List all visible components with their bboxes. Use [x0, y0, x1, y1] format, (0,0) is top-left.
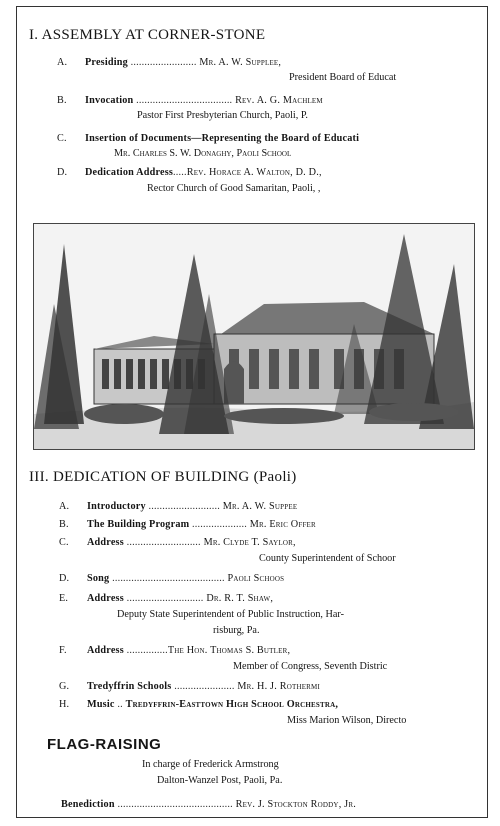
item-name: Mr. Eric Offer: [249, 519, 316, 530]
item-name: Mr. H. J. Rothermi: [237, 681, 321, 692]
leader-dots: .........................................: [109, 573, 225, 584]
item-label: Invocation: [85, 95, 134, 106]
school-building-engraving: [34, 224, 474, 449]
item-name: Rev. Horace A. Walton, D. D.,: [186, 167, 322, 178]
leader-dots: ........................: [127, 57, 197, 68]
flag-raising-post: Dalton-Wanzel Post, Paoli, Pa.: [157, 775, 283, 786]
list-item: [57, 95, 323, 106]
leader-dots: ..........................................: [114, 799, 233, 810]
item-subtitle: Rector Church of Good Samaritan, Paoli, ,: [147, 183, 321, 194]
item-name: Tredyffrin-Easttown High School Orchestra,: [125, 699, 339, 710]
item-label: Dedication Address: [85, 167, 174, 178]
item-label: Address: [87, 645, 124, 656]
item-key: E.: [59, 593, 69, 604]
list-item: [59, 681, 320, 692]
benediction-name: Rev. J. Stockton Roddy, Jr.: [235, 799, 356, 810]
item-label: Song: [87, 573, 110, 584]
flag-raising-title: FLAG-RAISING: [47, 736, 162, 753]
item-name: Mr. A. W. Suppee: [222, 501, 298, 512]
item-key: F.: [59, 645, 67, 656]
item-name: Rev. A. G. Machlem: [235, 95, 323, 106]
item-subtitle: President Board of Educat: [289, 72, 397, 83]
item-label: Address: [87, 593, 124, 604]
item-label: Presiding: [85, 57, 128, 68]
item-key: C.: [59, 537, 69, 548]
item-subtitle: Miss Marion Wilson, Directo: [287, 715, 407, 726]
item-label: Insertion of Documents—Representing the Board of Educati: [85, 133, 360, 144]
leader-dots: .....: [173, 167, 187, 178]
list-item: [57, 167, 322, 178]
list-item: [59, 645, 290, 656]
item-label: The Building Program: [87, 519, 190, 530]
list-item: [59, 699, 338, 710]
item-label: Address: [87, 537, 124, 548]
item-key: H.: [59, 699, 70, 710]
list-item: [59, 537, 296, 548]
item-key: D.: [57, 167, 68, 178]
list-item: [57, 133, 359, 144]
program-border: [16, 6, 488, 818]
list-item: [59, 573, 284, 584]
list-item: [57, 57, 281, 68]
flag-raising-charge: In charge of Frederick Armstrong: [142, 759, 279, 770]
school-building-illustration: [33, 223, 475, 450]
item-key: G.: [59, 681, 70, 692]
section-title-dedication: III. DEDICATION OF BUILDING (Paoli): [29, 469, 297, 485]
item-subtitle: Pastor First Presbyterian Church, Paoli, P.: [137, 110, 308, 121]
section-title-assembly: I. ASSEMBLY AT CORNER-STONE: [29, 27, 266, 43]
leader-dots: ...........................: [123, 537, 201, 548]
item-name: Mr. A. W. Supplee,: [199, 57, 282, 68]
item-subtitle-continued: risburg, Pa.: [213, 625, 260, 636]
item-key: A.: [59, 501, 70, 512]
leader-dots: ...............: [123, 645, 168, 656]
list-item: [59, 593, 273, 604]
item-key: D.: [59, 573, 70, 584]
item-name: Mr. Clyde T. Saylor,: [203, 537, 296, 548]
leader-dots: ....................: [189, 519, 247, 530]
list-item: [59, 501, 297, 512]
item-name: Paoli Schoos: [227, 573, 285, 584]
item-label: Music: [87, 699, 115, 710]
item-name: The Hon. Thomas S. Butler,: [167, 645, 291, 656]
leader-dots: ..: [114, 699, 123, 710]
item-key: B.: [59, 519, 69, 530]
item-key: C.: [57, 133, 67, 144]
leader-dots: ..........................: [145, 501, 220, 512]
item-subtitle: Member of Congress, Seventh Distric: [233, 661, 388, 672]
benediction-line: [61, 799, 356, 810]
item-subtitle: County Superintendent of Schoor: [259, 553, 396, 564]
list-item: [59, 519, 316, 530]
item-subtitle: Mr. Charles S. W. Donaghy, Paoli School: [114, 148, 292, 159]
benediction-label: Benediction: [61, 799, 115, 810]
item-label: Introductory: [87, 501, 146, 512]
leader-dots: ......................: [171, 681, 235, 692]
leader-dots: ............................: [123, 593, 204, 604]
item-key: B.: [57, 95, 67, 106]
item-label: Tredyffrin Schools: [87, 681, 172, 692]
item-key: A.: [57, 57, 68, 68]
item-subtitle: Deputy State Superintendent of Public Instruction, Har-: [117, 609, 344, 620]
item-name: Dr. R. T. Shaw,: [206, 593, 274, 604]
leader-dots: ...................................: [133, 95, 233, 106]
